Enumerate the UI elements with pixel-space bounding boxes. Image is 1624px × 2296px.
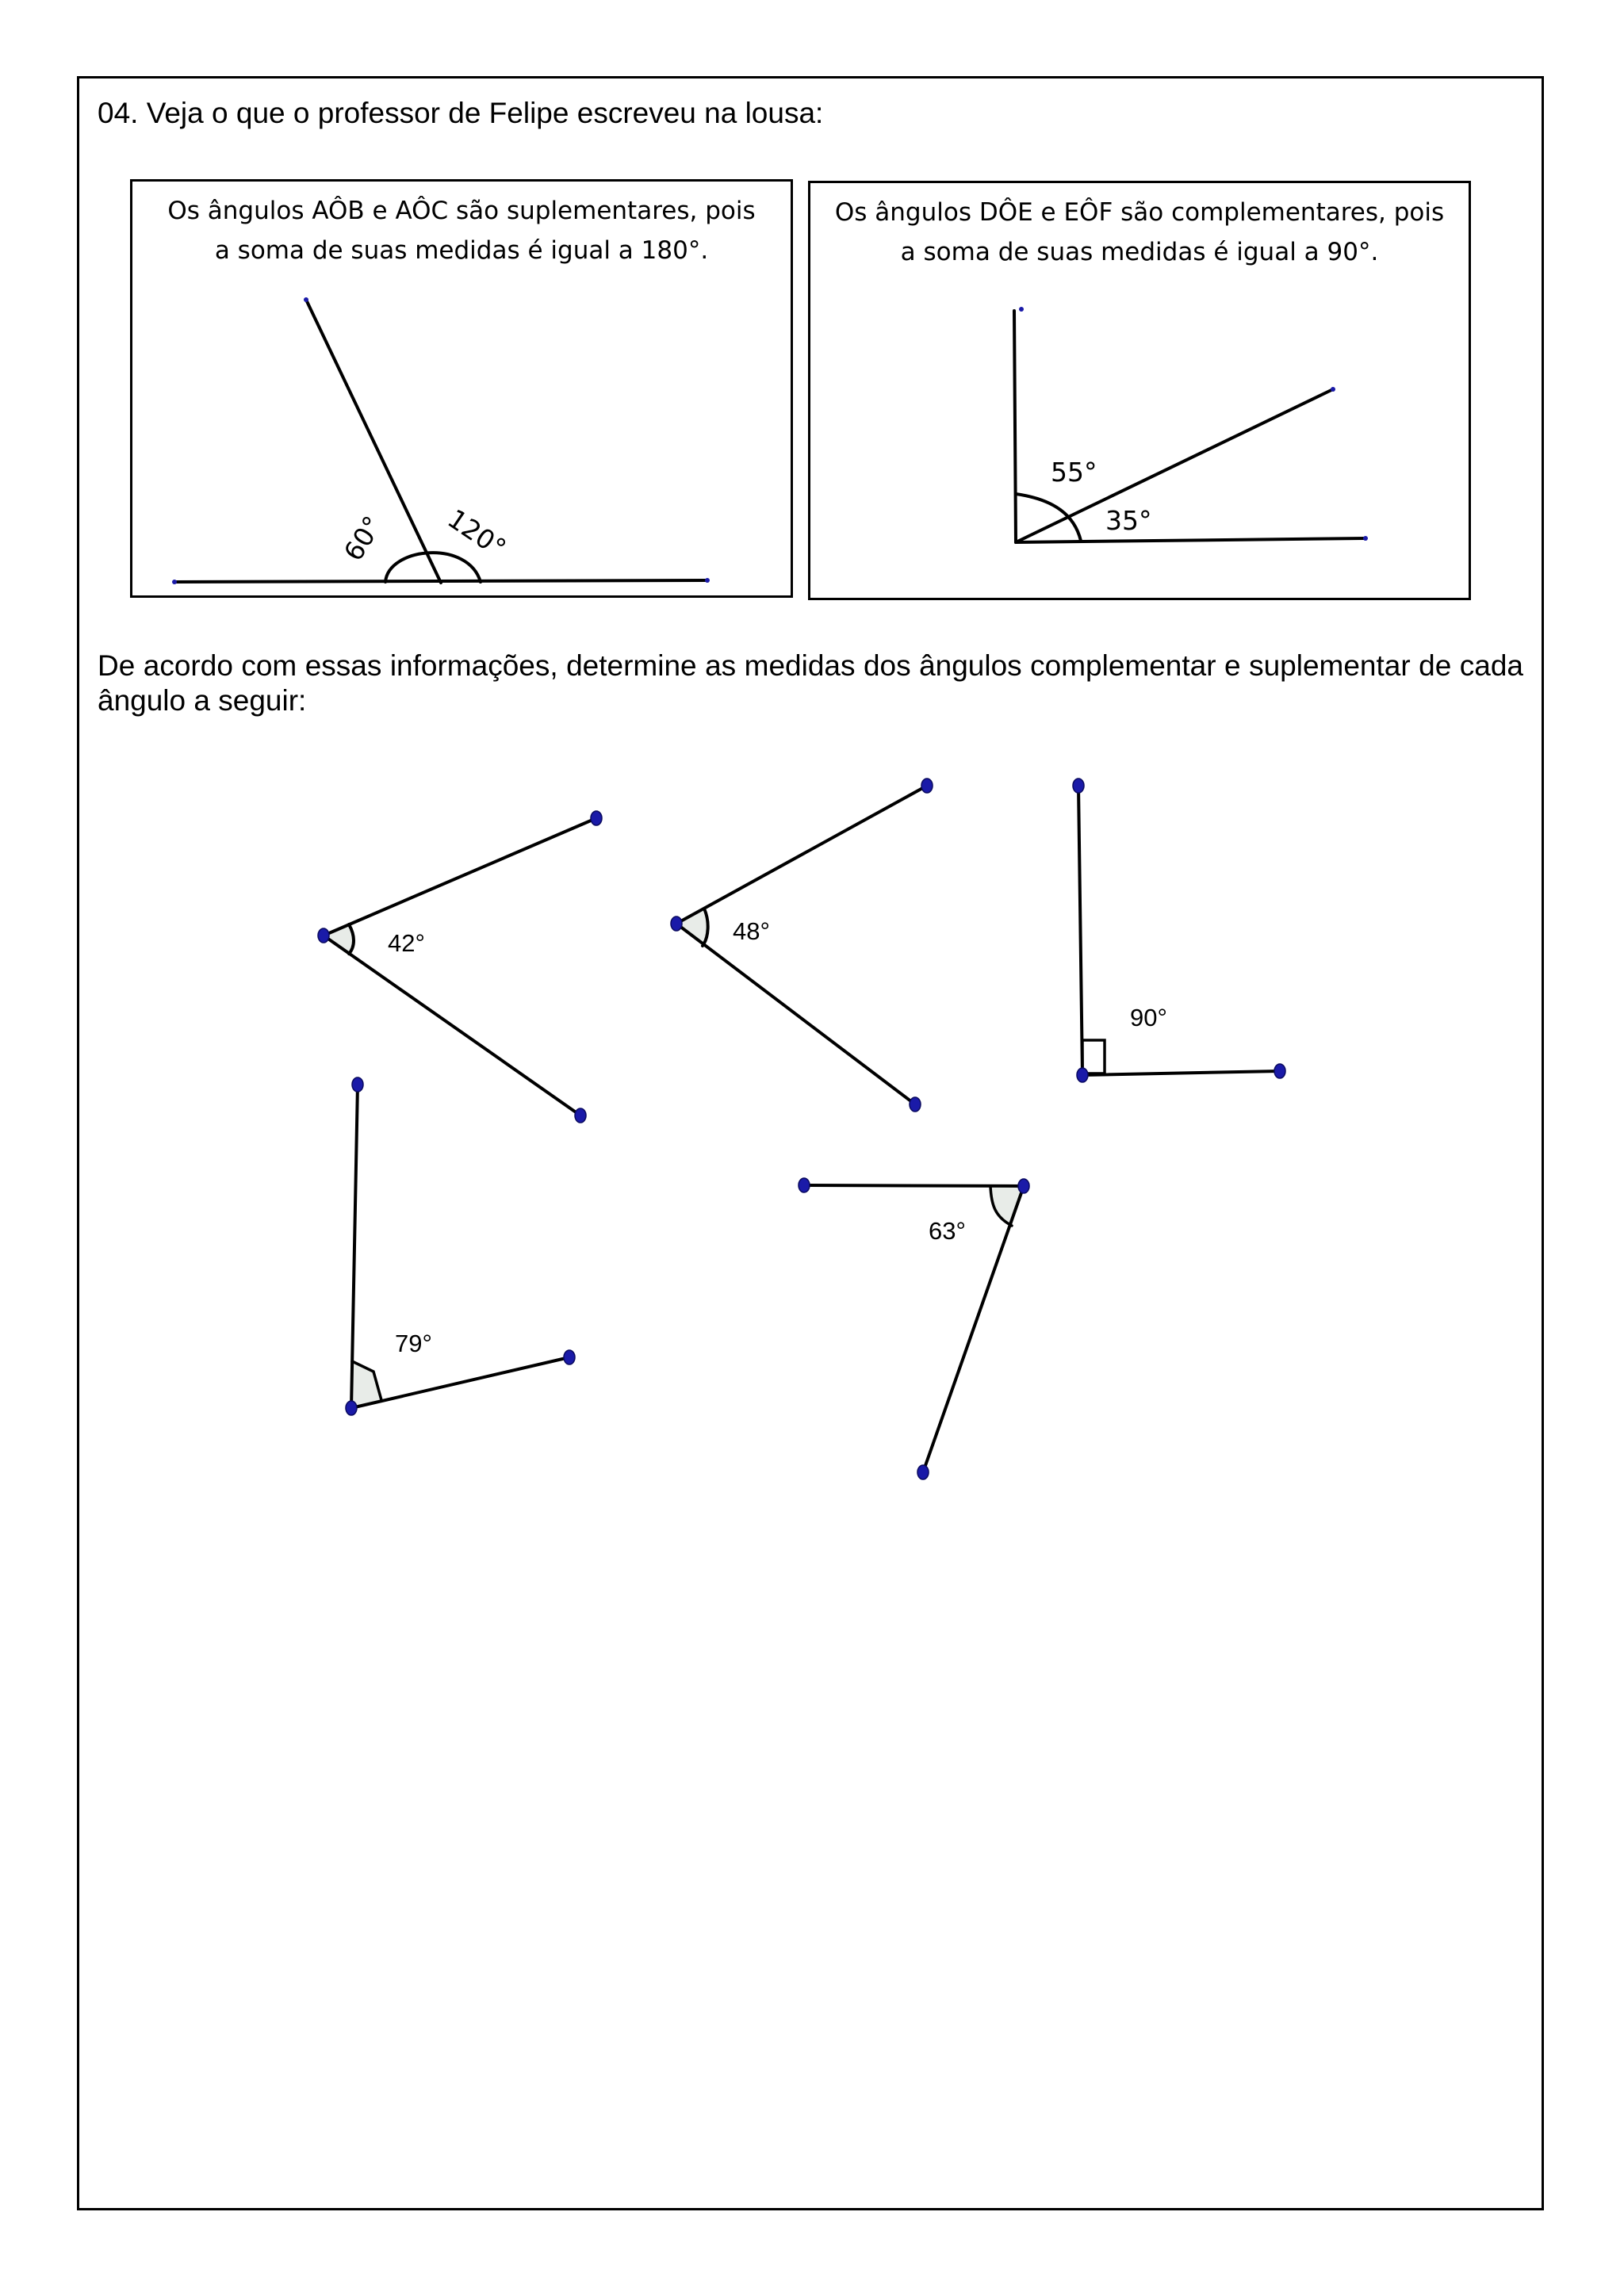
- vertex-point-63: [1018, 1179, 1029, 1193]
- angle-figure-63: [804, 1185, 1024, 1472]
- angle-figure-42: [324, 818, 596, 1115]
- vertex-point-42: [318, 928, 329, 943]
- label-48: 48°: [733, 917, 770, 945]
- point-f: [1363, 536, 1368, 541]
- angle-figure-79: [351, 1085, 569, 1408]
- endpoint-42-lower: [575, 1108, 586, 1123]
- endpoint-42-upper: [591, 811, 602, 825]
- endpoint-79-right: [564, 1350, 575, 1364]
- question-title: 04. Veja o que o professor de Felipe escreveu na lousa:: [98, 97, 824, 129]
- angle-figure-48: [676, 786, 927, 1104]
- point-b: [172, 580, 177, 584]
- instructions-text: De acordo com essas informações, determine as medidas dos ângulos complementar e suplementar de cada ângulo a seguir:: [98, 649, 1523, 717]
- point-d: [1019, 307, 1024, 312]
- endpoint-79-upper: [352, 1077, 363, 1092]
- endpoint-63-lower: [917, 1465, 929, 1479]
- complementary-diagram: [1014, 307, 1368, 542]
- angle-figure-90: [1078, 786, 1280, 1075]
- point-a: [304, 297, 308, 302]
- vertex-point-48: [671, 916, 682, 931]
- supplementary-example-text: Os ângulos AÔB e AÔC são suplementares, pois a soma de suas medidas é igual a 180°.: [167, 197, 756, 265]
- label-55: 55°: [1051, 457, 1097, 488]
- endpoint-63-left: [799, 1178, 810, 1192]
- point-c: [705, 578, 710, 583]
- label-79: 79°: [395, 1330, 432, 1357]
- vertex-point-90: [1077, 1068, 1088, 1082]
- label-60: 60°: [337, 510, 389, 567]
- endpoint-90-right: [1274, 1064, 1285, 1078]
- endpoint-48-upper: [921, 779, 933, 793]
- label-63: 63°: [929, 1217, 966, 1245]
- label-42: 42°: [388, 929, 425, 957]
- supplementary-diagram: [172, 297, 710, 584]
- endpoint-48-lower: [910, 1097, 921, 1112]
- vertex-point-79: [346, 1401, 357, 1415]
- complementary-vertical-ray: [1014, 311, 1016, 542]
- label-35: 35°: [1105, 505, 1152, 536]
- complementary-horizontal-ray: [1016, 538, 1365, 542]
- point-e: [1331, 387, 1335, 392]
- label-90: 90°: [1130, 1004, 1167, 1031]
- label-120: 120°: [442, 503, 512, 564]
- endpoint-90-upper: [1073, 779, 1084, 793]
- complementary-example-text: Os ângulos DÔE e EÔF são complementares, pois a soma de suas medidas é igual a 90°.: [834, 198, 1445, 266]
